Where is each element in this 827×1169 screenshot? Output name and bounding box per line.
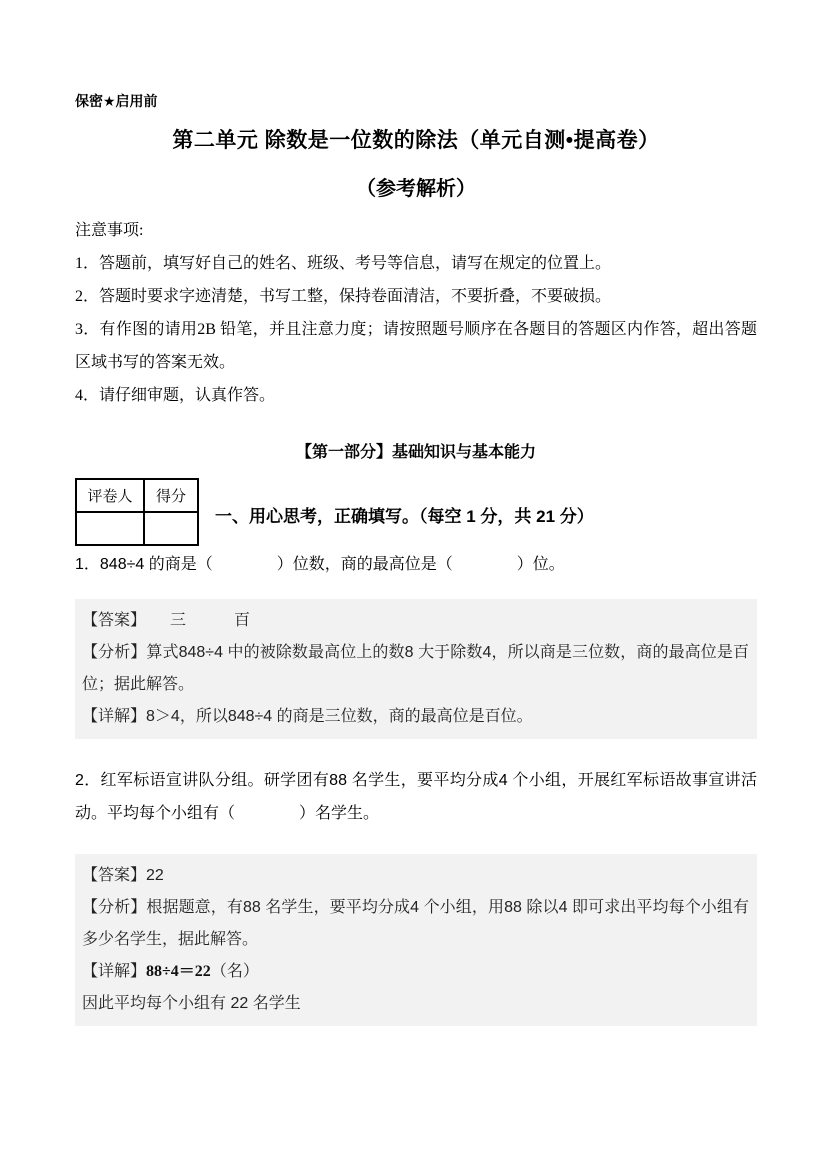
detail-2-conclusion: 因此平均每个小组有 22 名学生 bbox=[82, 995, 301, 1012]
detail-2-equation: 88÷4＝22 bbox=[146, 963, 211, 980]
detail-2-line bbox=[82, 956, 749, 988]
analysis-2-label: 【分析】 bbox=[82, 899, 147, 916]
analysis-1-label: 【分析】 bbox=[82, 644, 147, 661]
analysis-1-text: 算式848÷4 中的被除数最高位上的数8 大于除数4，所以商是三位数，商的最高位是百位；据此解答。 bbox=[82, 644, 749, 693]
note-item-2: 2．答题时要求字迹清楚，书写工整，保持卷面清洁，不要折叠，不要破损。 bbox=[75, 288, 612, 305]
score-table-grader-header: 评卷人 bbox=[76, 479, 144, 512]
answer-2-label: 【答案】 bbox=[82, 867, 147, 884]
score-table bbox=[75, 478, 199, 546]
question-1-text: 1．848÷4 的商是（ ）位数，商的最高位是（ ）位。 bbox=[75, 556, 565, 573]
answer-block-2 bbox=[75, 854, 757, 1026]
score-table-grader-value-cell bbox=[76, 512, 144, 545]
detail-2-label: 【详解】 bbox=[82, 963, 147, 980]
answer-1-value: 三 百 bbox=[138, 612, 251, 629]
answer-1-line bbox=[82, 605, 749, 637]
answer-2-value: 22 bbox=[146, 867, 164, 884]
detail-2-unit: （名） bbox=[210, 963, 259, 980]
note-item-3: 3．有作图的请用2B 铅笔，并且注意力度；请按照题号顺序在各题目的答题区内作答，超出答题区域书写的答案无效。 bbox=[75, 321, 757, 371]
page-title: 第二单元 除数是一位数的除法（单元自测•提高卷） bbox=[172, 129, 660, 152]
score-row bbox=[75, 478, 757, 546]
analysis-2-text: 根据题意，有88 名学生，要平均分成4 个小组，用88 除以4 即可求出平均每个小组有多少名学生，据此解答。 bbox=[82, 899, 749, 948]
score-table-score-value-cell bbox=[144, 512, 198, 545]
notes-section bbox=[75, 214, 757, 412]
notes-heading: 注意事项: bbox=[75, 222, 144, 239]
page-subtitle: （参考解析） bbox=[356, 178, 476, 200]
note-item-1: 1．答题前，填写好自己的姓名、班级、考号等信息，请写在规定的位置上。 bbox=[75, 255, 612, 272]
part1-heading: 【第一部分】基础知识与基本能力 bbox=[295, 444, 536, 461]
answer-block-1 bbox=[75, 599, 757, 739]
detail-1-label: 【详解】 bbox=[82, 708, 147, 725]
section1-heading: 一、用心思考，正确填写。（每空 1 分，共 21 分） bbox=[215, 507, 594, 526]
note-item-4: 4．请仔细审题，认真作答。 bbox=[75, 387, 276, 404]
answer-1-label: 【答案】 bbox=[82, 612, 139, 629]
answer-2-line bbox=[82, 860, 749, 892]
question-2-text: 2．红军标语宣讲队分组。研学团有88 名学生，要平均分成4 个小组，开展红军标语故事宣讲活动。平均每个小组有（ ）名学生。 bbox=[75, 772, 757, 822]
analysis-1-line bbox=[82, 637, 749, 701]
classification-banner: 保密★启用前 bbox=[75, 93, 158, 109]
detail-1-text: 8＞4，所以848÷4 的商是三位数，商的最高位是百位。 bbox=[146, 708, 533, 725]
score-table-score-header: 得分 bbox=[144, 479, 198, 512]
analysis-2-line bbox=[82, 892, 749, 956]
detail-1-line bbox=[82, 701, 749, 733]
